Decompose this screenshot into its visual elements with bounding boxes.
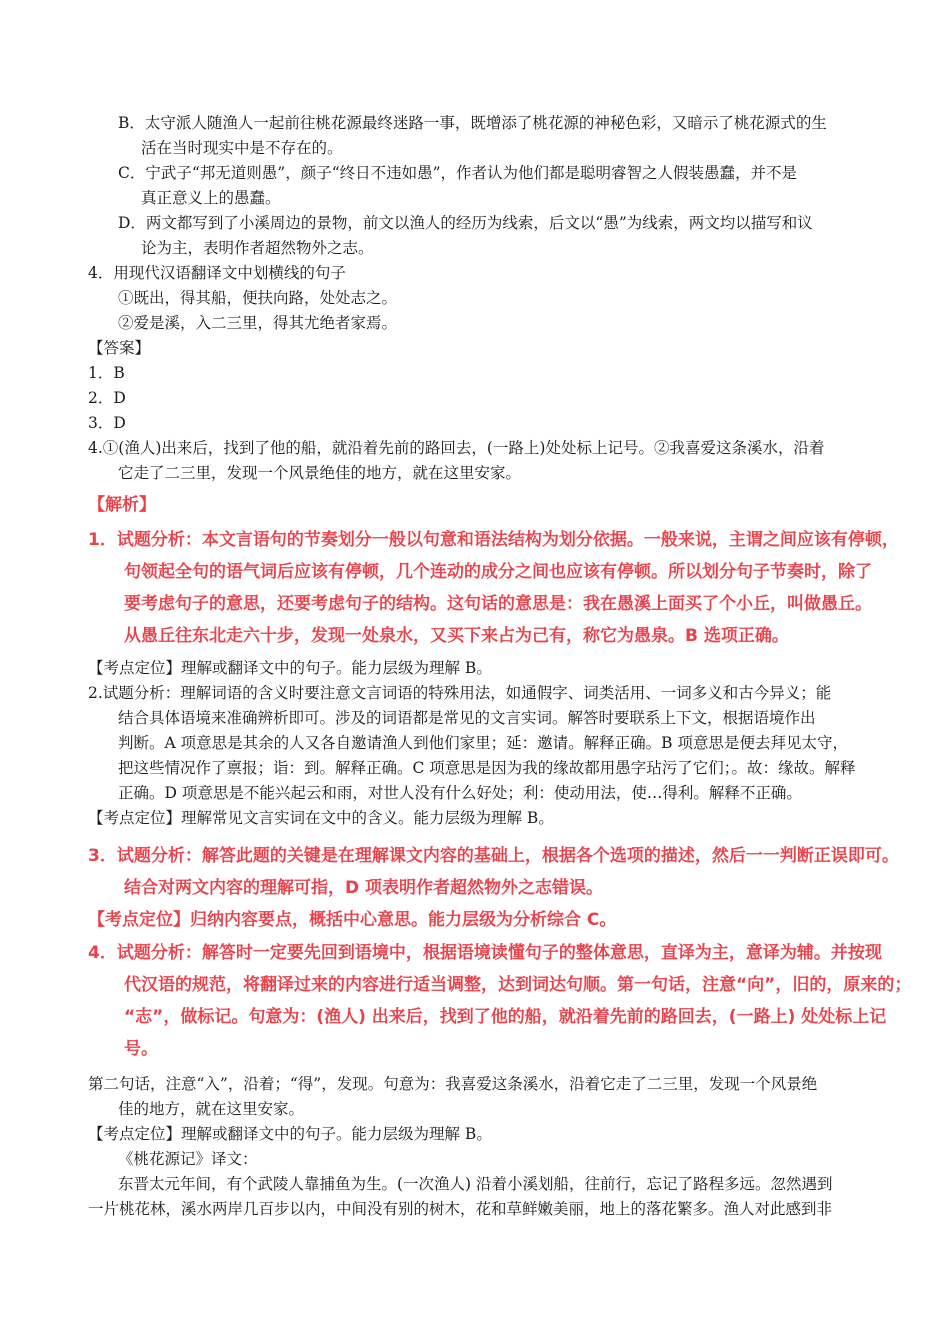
q3-option-b-line2: 活在当时现实中是不存在的。 <box>141 139 343 157</box>
analysis-heading: 【解析】 <box>88 495 156 515</box>
analysis-4b-line2: 佳的地方，就在这里安家。 <box>118 1100 305 1118</box>
analysis-2-line3: 判断。A 项意思是其余的人又各自邀请渔人到他们家里；延：邀请。解释正确。B 项意思是便去拜见太守， <box>118 734 848 752</box>
analysis-2-kaodian: 【考点定位】理解常见文言实词在文中的含义。能力层级为理解 B。 <box>88 809 554 827</box>
translation-line2: 一片桃花林，溪水两岸几百步以内，中间没有别的树木，花和草鲜嫩美丽，地上的落花繁多。渔人对此感到非 <box>88 1200 833 1218</box>
answer-4-line2: 它走了二三里，发现一个风景绝佳的地方，就在这里安家。 <box>118 464 522 482</box>
analysis-4-line2: 代汉语的规范，将翻译过来的内容进行适当调整，达到词达句顺。第一句话，注意“向”，旧的，原来的； <box>124 975 912 995</box>
q4-stem: 4．用现代汉语翻译文中划横线的句子 <box>88 264 346 282</box>
translation-title: 《桃花源记》译文： <box>118 1150 258 1168</box>
q3-option-d-line2: 论为主，表明作者超然物外之志。 <box>141 239 374 257</box>
analysis-4-line3: “志”，做标记。句意为：(渔人) 出来后，找到了他的船，就沿着先前的路回去，(一路上) 处处标上记 <box>124 1007 887 1027</box>
analysis-2-line4: 把这些情况作了禀报；诣：到。解释正确。C 项意思是因为我的缘故都用愚字玷污了它们；。故：缘故。解释 <box>118 759 856 777</box>
q4-sentence-2: ②爱是溪，入二三里，得其尤绝者家焉。 <box>118 314 398 332</box>
translation-line1: 东晋太元年间，有个武陵人靠捕鱼为生。(一次渔人) 沿着小溪划船，往前行，忘记了路程多远。忽然遇到 <box>118 1175 833 1193</box>
q3-option-c-line2: 真正意义上的愚蠢。 <box>141 189 281 207</box>
analysis-2-line1: 2.试题分析：理解词语的含义时要注意文言词语的特殊用法，如通假字、词类活用、一词多义和古今异义；能 <box>88 684 832 702</box>
answer-heading: 【答案】 <box>88 339 151 357</box>
answer-4-line1: 4.①(渔人)出来后，找到了他的船，就沿着先前的路回去，(一路上)处处标上记号。②我喜爱这条溪水，沿着 <box>88 439 825 457</box>
analysis-1-kaodian: 【考点定位】理解或翻译文中的句子。能力层级为理解 B。 <box>88 659 492 677</box>
analysis-1-line2: 句领起全句的语气词后应该有停顿，几个连动的成分之间也应该有停顿。所以划分句子节奏时，除了 <box>124 562 872 582</box>
analysis-3-kaodian: 【考点定位】归纳内容要点，概括中心意思。能力层级为分析综合 C。 <box>88 910 617 930</box>
analysis-3-line1: 3．试题分析：解答此题的关键是在理解课文内容的基础上，根据各个选项的描述，然后一一判断正误即可。 <box>88 846 899 866</box>
q3-option-d-line1: D．两文都写到了小溪周边的景物，前文以渔人的经历为线索，后文以“愚”为线索，两文均以描写和议 <box>118 214 813 232</box>
analysis-2-line5: 正确。D 项意思是不能兴起云和雨，对世人没有什么好处；利：使动用法，使…得利。解释不正确。 <box>118 784 802 802</box>
q3-option-b-line1: B．太守派人随渔人一起前往桃花源最终迷路一事，既增添了桃花源的神秘色彩，又暗示了桃花源式的生 <box>118 114 827 132</box>
analysis-4b-line1: 第二句话，注意“入”，沿着；“得”，发现。句意为：我喜爱这条溪水，沿着它走了二三里，发现一个风景绝 <box>88 1075 818 1093</box>
analysis-1-line3: 要考虑句子的意思，还要考虑句子的结构。这句话的意思是：我在愚溪上面买了个小丘，叫做愚丘。 <box>124 594 872 614</box>
q4-sentence-1: ①既出，得其船，便扶向路，处处志之。 <box>118 289 398 307</box>
answer-2: 2．D <box>88 389 126 407</box>
analysis-1-line1: 1．试题分析：本文言语句的节奏划分一般以句意和语法结构为划分依据。一般来说，主谓之间应该有停顿， <box>88 530 899 550</box>
analysis-3-line2: 结合对两文内容的理解可指，D 项表明作者超然物外之志错误。 <box>124 878 604 898</box>
analysis-4-kaodian: 【考点定位】理解或翻译文中的句子。能力层级为理解 B。 <box>88 1125 492 1143</box>
answer-1: 1．B <box>88 364 125 382</box>
analysis-4-line1: 4．试题分析：解答时一定要先回到语境中，根据语境读懂句子的整体意思，直译为主，意译为辅。并按现 <box>88 943 882 963</box>
answer-3: 3．D <box>88 414 126 432</box>
analysis-4-line4: 号。 <box>124 1039 158 1059</box>
q3-option-c-line1: C．宁武子“邦无道则愚”，颜子“终日不违如愚”，作者认为他们都是聪明睿智之人假装愚蠢，并不是 <box>118 164 798 182</box>
analysis-2-line2: 结合具体语境来准确辨析即可。涉及的词语都是常见的文言实词。解答时要联系上下文，根据语境作出 <box>118 709 816 727</box>
analysis-1-line4: 从愚丘往东北走六十步，发现一处泉水，又买下来占为己有，称它为愚泉。B 选项正确。 <box>124 626 789 646</box>
